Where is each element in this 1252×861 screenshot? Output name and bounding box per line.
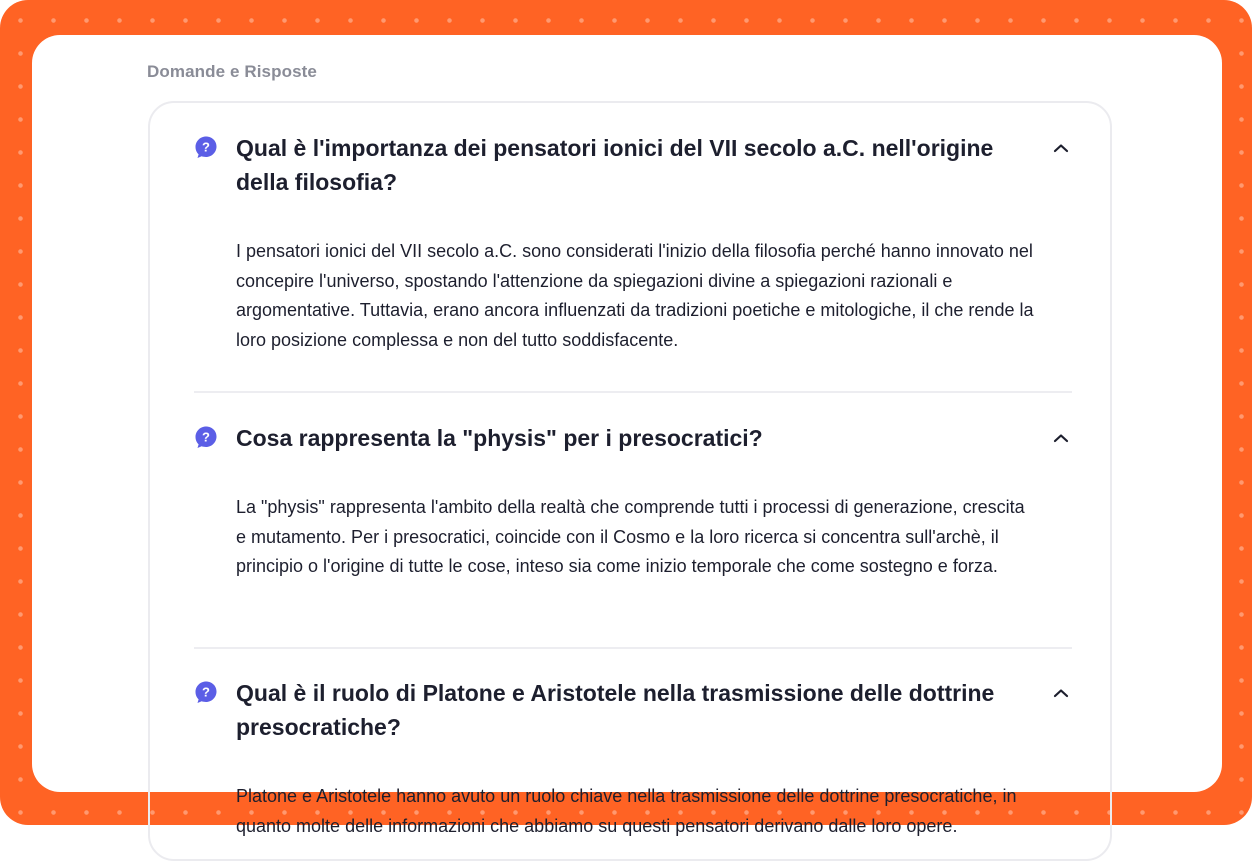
collapse-button[interactable]	[1050, 427, 1072, 449]
divider	[194, 391, 1072, 393]
question-text[interactable]: Qual è il ruolo di Platone e Aristotele nella trasmissione delle dottrine presocratiche?	[236, 680, 995, 740]
chevron-up-icon	[1053, 688, 1069, 698]
answer-text: I pensatori ionici del VII secolo a.C. sono considerati l'inizio della filosofia perché hanno innovato nel concepire l'universo, spostando l'attenzione da spiegazioni divine a spiegazioni razionali e argomentative. Tuttavia, erano ancora influenzati da tradizioni poetiche e mitologiche, il che rende la loro posizione complessa e non del tutto soddisfacente.	[236, 241, 1034, 350]
chevron-up-icon	[1053, 143, 1069, 153]
qa-list	[148, 101, 1112, 861]
svg-text:?: ?	[202, 139, 210, 155]
svg-text:?: ?	[202, 684, 210, 700]
question-text[interactable]: Cosa rappresenta la "physis" per i presocratici?	[236, 425, 763, 451]
question-bubble-icon	[194, 680, 218, 704]
question-bubble-icon	[194, 425, 218, 449]
divider	[194, 647, 1072, 649]
svg-text:?: ?	[202, 429, 210, 445]
chevron-up-icon	[1053, 433, 1069, 443]
answer-text: La "physis" rappresenta l'ambito della realtà che comprende tutti i processi di generazione, crescita e mutamento. Per i presocratici, coincide con il Cosmo e la loro ricerca si concentra sull'archè, il principio o l'origine di tutte le cose, inteso sia come inizio temporale che come sostegno e forza.	[236, 497, 1025, 576]
collapse-button[interactable]	[1050, 682, 1072, 704]
question-bubble-icon	[194, 135, 218, 159]
answer-text: Platone e Aristotele hanno avuto un ruolo chiave nella trasmissione delle dottrine presocratiche, in quanto molte delle informazioni che abbiamo su questi pensatori derivano dalle loro opere.	[236, 786, 1017, 836]
section-title: Domande e Risposte	[147, 62, 317, 81]
collapse-button[interactable]	[1050, 137, 1072, 159]
question-text[interactable]: Qual è l'importanza dei pensatori ionici del VII secolo a.C. nell'origine della filosofia?	[236, 135, 994, 195]
qa-card	[32, 35, 1222, 836]
